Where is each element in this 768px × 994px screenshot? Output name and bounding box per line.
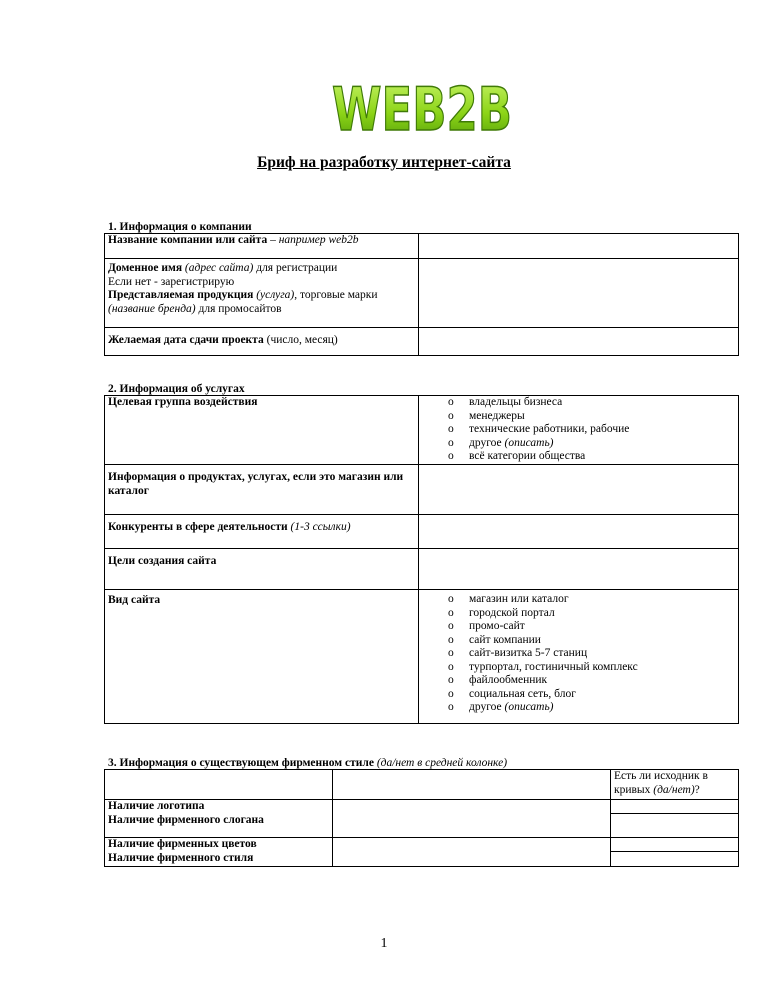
deadline-label: Желаемая дата сдачи проекта (число, месяц) xyxy=(105,328,419,356)
brand-row-answer[interactable] xyxy=(333,852,611,867)
target-group-label: Целевая группа воздействия xyxy=(105,396,419,465)
brand-row-source[interactable] xyxy=(611,838,739,852)
brand-header-middle xyxy=(333,770,611,800)
target-option[interactable]: o технические работники, рабочие xyxy=(419,423,738,437)
target-option[interactable]: o менеджеры xyxy=(419,410,738,424)
brand-row-answer[interactable] xyxy=(333,800,611,814)
site-type-option[interactable]: o другое (описать) xyxy=(419,701,738,715)
brand-row-answer[interactable] xyxy=(333,838,611,852)
goals-value[interactable] xyxy=(419,549,739,590)
page-number: 1 xyxy=(380,936,388,951)
brand-row-label: Наличие логотипа xyxy=(105,800,333,814)
section2-heading: 2. Информация об услугах xyxy=(108,383,245,395)
goals-label: Цели создания сайта xyxy=(105,549,419,590)
deadline-value[interactable] xyxy=(419,328,739,356)
company-name-label: Название компании или сайта – например web2b xyxy=(105,234,419,259)
brand-row-source[interactable] xyxy=(611,814,739,838)
brand-row-label: Наличие фирменного слогана xyxy=(105,814,333,838)
target-option[interactable]: o другое (описать) xyxy=(419,437,738,451)
page-title: Бриф на разработку интернет-сайта xyxy=(257,154,511,171)
domain-products-value[interactable] xyxy=(419,259,739,328)
site-type-option[interactable]: o сайт компании xyxy=(419,634,738,648)
site-type-option[interactable]: o сайт-визитка 5-7 станиц xyxy=(419,647,738,661)
target-option[interactable]: o владельцы бизнеса xyxy=(419,396,738,410)
products-info-label: Информация о продуктах, услугах, если это магазин или каталог xyxy=(105,465,419,515)
section1-heading: 1. Информация о компании xyxy=(108,221,252,233)
source-question: Есть ли исходник в кривых (да/нет)? xyxy=(611,770,739,800)
brand-row-source[interactable] xyxy=(611,852,739,867)
site-type-label: Вид сайта xyxy=(105,590,419,724)
site-type-option[interactable]: o файлообменник xyxy=(419,674,738,688)
brand-style-table xyxy=(104,769,739,867)
svg-text:WEB2B: WEB2B xyxy=(332,75,512,145)
site-type-option[interactable]: o магазин или каталог xyxy=(419,593,738,607)
products-info-value[interactable] xyxy=(419,465,739,515)
competitors-label: Конкуренты в сфере деятельности (1-3 ссылки) xyxy=(105,515,419,549)
section3-heading: 3. Информация о существующем фирменном стиле (да/нет в средней колонке) xyxy=(108,757,508,769)
site-type-option[interactable]: o социальная сеть, блог xyxy=(419,688,738,702)
domain-products-label: Доменное имя (адрес сайта) для регистрации Если нет - зарегистрирую Представляемая продукция (услуга), торговые марки (название бренда) для промосайтов xyxy=(105,259,419,328)
site-type-option[interactable]: o промо-сайт xyxy=(419,620,738,634)
competitors-value[interactable] xyxy=(419,515,739,549)
services-table xyxy=(104,395,739,724)
site-type-option[interactable]: o городской портал xyxy=(419,607,738,621)
target-group-options xyxy=(419,396,739,465)
brand-row-answer[interactable] xyxy=(333,814,611,838)
site-type-option[interactable]: o турпортал, гостиничный комплекс xyxy=(419,661,738,675)
web2b-logo xyxy=(330,75,514,145)
target-option[interactable]: o всё категории общества xyxy=(419,450,738,464)
brand-row-label: Наличие фирменных цветов xyxy=(105,838,333,852)
company-table xyxy=(104,233,739,356)
site-type-options xyxy=(419,590,739,724)
company-name-value[interactable] xyxy=(419,234,739,259)
brand-header-empty xyxy=(105,770,333,800)
brand-row-source[interactable] xyxy=(611,800,739,814)
brand-row-label: Наличие фирменного стиля xyxy=(105,852,333,867)
